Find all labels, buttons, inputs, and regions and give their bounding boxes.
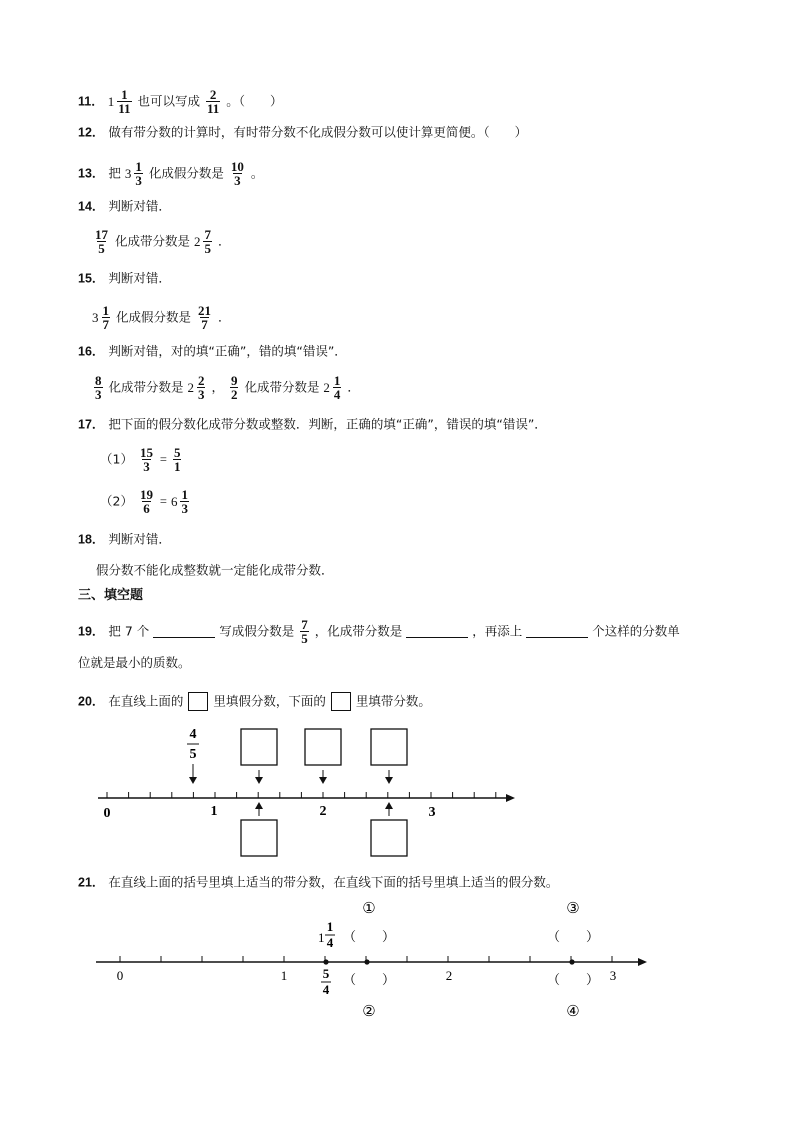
question-number: 17． — [78, 417, 105, 432]
punctuation: 。 — [250, 165, 264, 181]
question-number: 16． — [78, 344, 105, 359]
fraction-denominator: 5 — [189, 747, 197, 762]
circled-label-2: ② — [362, 1004, 376, 1020]
down-arrow-icon — [189, 777, 197, 784]
question-text: ，化成带分数是 — [314, 623, 403, 639]
fraction: $\frac{8}{3}$ — [95, 373, 102, 402]
answer-box-lower-2[interactable] — [371, 820, 407, 856]
fraction-denominator: 4 — [322, 982, 330, 997]
mixed-number: 3 $\frac{1}{3}$ — [124, 159, 142, 188]
question-17-item-2 — [100, 488, 191, 515]
down-arrow-icon — [385, 777, 393, 784]
question-text: 写成假分数是 — [219, 623, 295, 639]
number-line-20 — [0, 720, 794, 865]
question-text: 在直线上面的 — [108, 693, 184, 709]
fraction: $\frac{17}{5}$ — [95, 227, 108, 256]
up-arrow-icon — [385, 802, 393, 809]
question-19 — [78, 618, 680, 645]
fraction: $\frac{5}{1}$ — [173, 445, 181, 474]
question-number: 14． — [78, 199, 105, 214]
question-19-line-2: 位就是最小的质数。 — [78, 655, 191, 670]
question-title: 判断对错． — [108, 198, 171, 214]
question-11 — [78, 88, 283, 115]
equals-sign: = — [159, 494, 167, 509]
circled-label-3: ③ — [566, 901, 580, 917]
question-text: 里填带分数。 — [355, 693, 431, 709]
question-13 — [78, 160, 263, 187]
mixed-number: 2 $\frac{7}{5}$ — [193, 227, 211, 256]
answer-blank[interactable] — [406, 625, 468, 638]
point-marker — [364, 959, 369, 964]
question-number: 15． — [78, 271, 105, 286]
answer-blank[interactable] — [153, 625, 215, 638]
fraction: $\frac{10}{3}$ — [230, 159, 244, 188]
question-12 — [78, 124, 527, 141]
tick-label-3: 3 — [428, 805, 436, 820]
answer-box-lower-1[interactable] — [241, 820, 277, 856]
number-line-21 — [0, 895, 794, 1030]
axis-ticks — [107, 792, 496, 798]
question-17 — [78, 416, 547, 433]
question-text: 化成假分数是 — [115, 309, 195, 325]
answer-paren-lower-2[interactable]: （ ） — [343, 972, 396, 987]
fraction: $\frac{7}{5}$ — [301, 617, 308, 646]
circled-label-4: ④ — [566, 1004, 580, 1020]
answer-paren-upper-1[interactable]: （ ） — [343, 929, 396, 944]
fraction: $\frac{19}{6}$ — [139, 487, 153, 516]
answer-paren-lower-4[interactable]: （ ） — [547, 972, 600, 987]
mixed-number: 2 $\frac{1}{4}$ — [323, 373, 341, 402]
mixed-number: 2 $\frac{2}{3}$ — [187, 373, 205, 402]
item-label: （2） — [100, 493, 133, 509]
punctuation: ． — [217, 309, 231, 325]
tick-label-0: 0 — [103, 806, 111, 821]
question-text: 在直线上面的括号里填上适当的带分数，在直线下面的括号里填上适当的假分数。 — [108, 874, 559, 890]
question-20 — [78, 692, 431, 711]
punctuation: ． — [217, 233, 231, 249]
question-14-statement — [92, 228, 230, 255]
question-text: 做有带分数的计算时，有时带分数不化成假分数可以使计算更简便。（ ） — [108, 124, 528, 140]
question-15 — [78, 270, 171, 287]
question-number: 19． — [78, 624, 105, 639]
mixed-number: 3 $\frac{1}{7}$ — [92, 303, 109, 332]
fraction: $\frac{2}{11}$ — [206, 87, 220, 116]
question-text: 化成假分数是 — [148, 165, 228, 181]
fraction: $\frac{21}{7}$ — [197, 303, 211, 332]
question-16-statement — [92, 374, 360, 401]
mixed-number: 1 $\frac{1}{11}$ — [107, 87, 131, 116]
item-label: （1） — [100, 451, 133, 467]
question-text: 化成带分数是 — [244, 379, 324, 395]
tick-label-0: 0 — [116, 968, 124, 983]
question-title: 判断对错． — [108, 531, 171, 547]
answer-paren: 。（ ） — [226, 93, 283, 109]
answer-blank[interactable] — [526, 625, 588, 638]
question-number: 18． — [78, 532, 105, 547]
axis-arrow-icon — [638, 958, 647, 966]
question-text: 化成带分数是 — [114, 233, 194, 249]
question-number: 21． — [78, 875, 105, 890]
point-marker — [323, 959, 328, 964]
tick-label-3: 3 — [609, 968, 617, 983]
point-marker — [569, 959, 574, 964]
up-arrow-icon — [255, 802, 263, 809]
punctuation: ， — [211, 379, 224, 395]
mixed-whole: 1 — [318, 930, 325, 945]
mixed-numerator: 1 — [326, 919, 334, 934]
question-15-statement — [92, 304, 230, 331]
square-box-icon — [188, 692, 208, 711]
question-18-statement — [96, 562, 334, 579]
fraction-numerator: 4 — [189, 727, 197, 742]
question-title: 把下面的假分数化成带分数或整数．判断，正确的填“正确”，错误的填“错误”． — [108, 416, 547, 432]
question-17-item-1 — [100, 446, 183, 473]
axis-arrow-icon — [506, 794, 515, 802]
fraction: $\frac{9}{2}$ — [230, 373, 238, 402]
question-text: 也可以写成 — [137, 93, 200, 109]
equals-sign: = — [159, 452, 167, 467]
question-number: 13． — [78, 166, 105, 181]
question-text: 个这样的分数单 — [592, 623, 680, 639]
question-16 — [78, 343, 347, 360]
question-text: 假分数不能化成整数就一定能化成带分数． — [96, 562, 334, 578]
section-heading: 三、填空题 — [78, 588, 144, 603]
question-21 — [78, 874, 558, 891]
tick-label-1: 1 — [280, 968, 288, 983]
answer-box-upper-2[interactable] — [305, 729, 341, 765]
tick-label-1: 1 — [210, 804, 218, 819]
fraction-numerator: 5 — [322, 966, 330, 981]
question-number: 12． — [78, 125, 105, 140]
question-text: 化成带分数是 — [108, 379, 188, 395]
answer-box-upper-1[interactable] — [241, 729, 277, 765]
punctuation: ． — [347, 379, 360, 395]
circled-label-1: ① — [362, 901, 376, 917]
down-arrow-icon — [319, 777, 327, 784]
square-box-icon — [331, 692, 351, 711]
question-text: 里填假分数，下面的 — [213, 693, 326, 709]
down-arrow-icon — [255, 777, 263, 784]
question-text: 把 — [108, 165, 125, 181]
mixed-number: 6 $\frac{1}{3}$ — [170, 487, 188, 516]
question-18 — [78, 531, 171, 548]
question-text: ，再添上 — [472, 623, 523, 639]
answer-box-upper-3[interactable] — [371, 729, 407, 765]
tick-label-2: 2 — [445, 968, 453, 983]
question-text: 把 7 个 — [108, 623, 150, 639]
question-title: 判断对错，对的填“正确”，错的填“错误”． — [108, 343, 347, 359]
answer-paren-upper-3[interactable]: （ ） — [547, 929, 600, 944]
question-number: 11． — [78, 94, 104, 109]
mixed-denominator: 4 — [326, 935, 334, 950]
question-number: 20． — [78, 694, 105, 709]
question-14 — [78, 198, 171, 215]
fraction: $\frac{15}{3}$ — [139, 445, 153, 474]
tick-label-2: 2 — [319, 804, 327, 819]
question-title: 判断对错． — [108, 270, 171, 286]
